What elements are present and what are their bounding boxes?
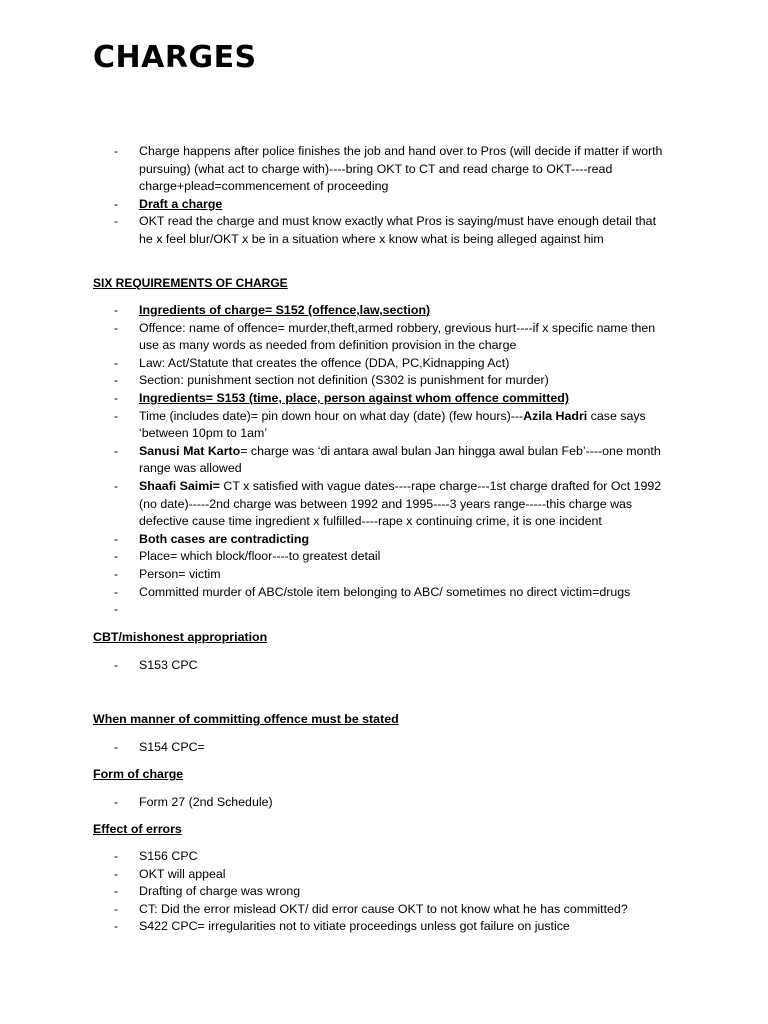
bullet: -	[114, 531, 119, 546]
list-item-text: Section: punishment section not definition (S302 is punishment for murder)	[139, 373, 549, 388]
bullet: -	[114, 849, 119, 863]
list-item-text: S153 CPC	[139, 658, 198, 672]
list-item-text: Form 27 (2nd Schedule)	[139, 795, 273, 809]
list-item-text: Ingredients of charge= S152 (offence,law,section)	[139, 303, 431, 317]
list-item-text: S156 CPC	[139, 849, 198, 863]
list-item	[93, 478, 671, 531]
list-item-text: Draft a charge	[139, 196, 223, 211]
six-requirements-section	[93, 302, 693, 619]
section-heading: CBT/mishonest appropriation	[93, 630, 268, 644]
bullet: -	[114, 884, 119, 899]
bullet: -	[114, 196, 119, 211]
list-item-text: OKT read the charge and must know exactly what Pros is saying/must have enough detail that he x feel blur/OKT x be in a situation where x know what is being alleged against him	[139, 214, 657, 246]
bullet: -	[114, 320, 119, 335]
list-item-text: Law: Act/Statute that creates the offence (DDA, PC,Kidnapping Act)	[139, 355, 510, 370]
bullet: -	[114, 566, 119, 581]
cbt-section	[93, 657, 693, 675]
bullet: -	[114, 740, 119, 754]
list-item-text: S422 CPC= irregularities not to vitiate proceedings unless got failure on justice	[139, 919, 570, 934]
section-heading: SIX REQUIREMENTS OF CHARGE	[93, 276, 288, 290]
list-item-text: CT: Did the error mislead OKT/ did error cause OKT to not know what he has committed?	[139, 901, 628, 916]
bullet: -	[114, 478, 119, 493]
section-heading: Form of charge	[93, 767, 184, 781]
bullet: -	[114, 658, 119, 672]
list-item-text: Drafting of charge was wrong	[139, 884, 301, 899]
list-item-text: Place= which block/floor----to greatest detail	[139, 549, 381, 564]
list-item	[93, 355, 671, 373]
list-item	[93, 548, 671, 566]
bullet: -	[114, 919, 119, 934]
section-heading: When manner of committing offence must be stated	[93, 712, 399, 726]
bullet: -	[114, 584, 119, 599]
case-name: Azila Hadri	[523, 408, 588, 423]
list-item	[93, 866, 671, 884]
bullet: -	[114, 355, 119, 370]
list-item	[93, 196, 671, 214]
list-item	[93, 531, 671, 549]
section-heading: Effect of errors	[93, 822, 182, 836]
page-title: CHARGES	[93, 40, 257, 75]
list-item-text: S154 CPC=	[139, 740, 205, 754]
manner-section	[93, 739, 693, 757]
cbt-list	[93, 657, 693, 675]
list-item	[93, 657, 671, 675]
list-item	[93, 408, 671, 443]
bullet: -	[114, 303, 119, 317]
list-item	[93, 390, 671, 408]
list-item	[93, 794, 671, 812]
list-item-text: Charge happens after police finishes the job and hand over to Pros (will decide if matter if worth pursuing) (what act to charge with)----bring OKT to CT and read charge to OKT----read charge+plead=commencement of proceeding	[139, 144, 663, 194]
list-item-text: Person= victim	[139, 566, 221, 581]
list-item-empty	[93, 601, 671, 619]
six-requirements-list	[93, 302, 693, 619]
list-item-text: Offence: name of offence= murder,theft,armed robbery, grevious hurt----if x specific name then use as many words as needed from definition provision in the charge	[139, 320, 656, 353]
form-section	[93, 794, 693, 812]
list-item-text-pre: Time (includes date)= pin down hour on what day (date) (few hours)---	[139, 408, 524, 423]
bullet: -	[114, 602, 119, 617]
bullet: -	[114, 408, 119, 423]
errors-section	[93, 848, 693, 936]
list-item-text-post: case says ‘between 10pm to 1am’	[139, 408, 646, 441]
bullet: -	[114, 901, 119, 916]
list-item	[93, 566, 671, 584]
errors-list	[93, 848, 693, 936]
manner-list	[93, 739, 693, 757]
list-item	[93, 901, 671, 919]
list-item	[93, 883, 671, 901]
intro-section	[93, 143, 693, 249]
list-item	[93, 739, 671, 757]
bullet: -	[114, 214, 119, 229]
bullet: -	[114, 549, 119, 564]
bullet: -	[114, 390, 119, 405]
intro-list	[93, 143, 693, 249]
list-item	[93, 143, 671, 196]
list-item-text: Committed murder of ABC/stole item belonging to ABC/ sometimes no direct victim=drugs	[139, 584, 631, 599]
list-item-text: Ingredients= S153 (time, place, person against whom offence committed)	[139, 390, 569, 405]
list-item-text-post: = charge was ‘di antara awal bulan Jan hingga awal bulan Feb’----one month range was allowed	[139, 443, 661, 476]
case-name: Sanusi Mat Karto	[139, 443, 241, 458]
list-item	[93, 584, 671, 602]
list-item	[93, 918, 671, 936]
bullet: -	[114, 144, 119, 158]
bullet: -	[114, 443, 119, 458]
bullet: -	[114, 373, 119, 388]
list-item	[93, 302, 671, 320]
list-item-text: OKT will appeal	[139, 866, 226, 881]
list-item	[93, 213, 671, 248]
bullet: -	[114, 795, 119, 809]
form-list	[93, 794, 693, 812]
bullet: -	[114, 866, 119, 881]
list-item-text: Both cases are contradicting	[139, 531, 310, 546]
list-item	[93, 443, 671, 478]
case-name: Shaafi Saimi=	[139, 478, 220, 493]
list-item	[93, 320, 671, 355]
list-item	[93, 848, 671, 866]
list-item-text-post: CT x satisfied with vague dates----rape charge---1st charge drafted for Oct 1992 (no date)-----2nd charge was between 1992 and 1995----3 years range-----this charge was defective cause time ingredient x fulfilled----rape x continuing crime, it is one incident	[139, 478, 662, 529]
list-item	[93, 372, 671, 390]
